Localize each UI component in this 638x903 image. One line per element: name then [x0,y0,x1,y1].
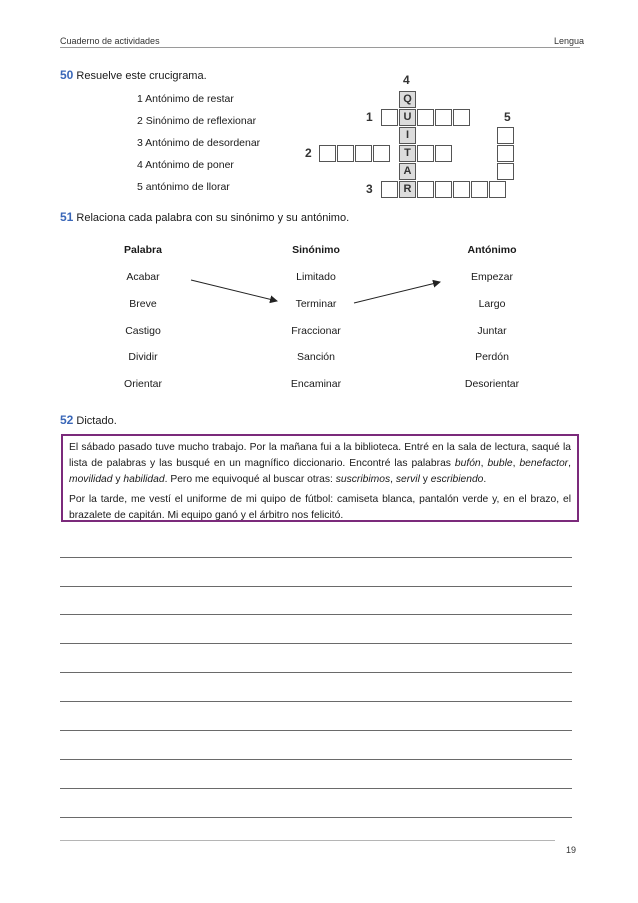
arrow-synonym-to-antonym [354,282,440,303]
crossword-cell[interactable]: Q [399,91,416,108]
writing-line[interactable] [60,614,572,615]
crossword-number-2: 2 [305,146,312,160]
crossword-number-4: 4 [403,73,410,87]
writing-line[interactable] [60,759,572,760]
writing-line[interactable] [60,672,572,673]
clue-3: 3 Antónimo de desordenar [137,137,261,149]
antonym-cell[interactable]: Largo [478,298,506,310]
crossword-number-1: 1 [366,110,373,124]
exercise-instruction: Dictado. [76,415,117,427]
exercise-number: 52 [60,413,74,427]
writing-line[interactable] [60,586,572,587]
writing-line[interactable] [60,643,572,644]
dictation-paragraph-2: Por la tarde, me vestí el uniforme de mi quipo de fútbol: camiseta blanca, pantalón verde y, en el brazo, el brazalete de capitán. Mi equipo ganó y el árbitro nos felicitó. [69,494,571,521]
word-cell[interactable]: Acabar [126,271,160,283]
crossword-cell[interactable]: U [399,109,416,126]
exercise-instruction: Resuelve este crucigrama. [76,70,207,82]
clue-4: 4 Antónimo de poner [137,159,234,171]
word-cell[interactable]: Dividir [128,351,158,363]
crossword-cell[interactable]: R [399,181,416,198]
header-right: Lengua [554,36,585,46]
crossword-cell[interactable]: T [399,145,416,162]
header-left: Cuaderno de actividades [60,36,160,46]
dictation-paragraph-1: El sábado pasado tuve mucho trabajo. Por la mañana fui a la biblioteca. Entré en la sala de lectura, saqué la lista de palabras y las busqué en un magnífico diccionario. Encontré las palabras bufón, buble, benefactor, movilidad y habilidad. Pero me equivoqué al buscar otras: suscribimos, servil y escribiendo. [69,442,571,485]
antonym-cell[interactable]: Empezar [470,271,513,283]
synonym-cell[interactable]: Terminar [295,298,337,310]
writing-line[interactable] [60,730,572,731]
synonym-cell[interactable]: Limitado [296,271,336,283]
word-cell[interactable]: Breve [129,298,157,310]
synonym-cell[interactable]: Sanción [297,351,335,363]
column-header-palabra: Palabra [124,244,162,256]
antonym-cell[interactable]: Perdón [475,351,509,363]
antonym-cell[interactable]: Desorientar [464,378,520,390]
column-header-sinonimo: Sinónimo [292,244,340,256]
crossword-number-3: 3 [366,182,373,196]
footer-divider [60,840,555,841]
crossword-number-5: 5 [504,110,511,124]
writing-line[interactable] [60,557,572,558]
writing-line[interactable] [60,788,572,789]
exercise-number: 51 [60,210,74,224]
exercise-instruction: Relaciona cada palabra con su sinónimo y su antónimo. [76,212,350,224]
clue-5: 5 antónimo de llorar [137,181,230,193]
writing-line[interactable] [60,701,572,702]
word-cell[interactable]: Castigo [125,325,161,337]
exercise-52-title [60,413,117,427]
antonym-cell[interactable]: Juntar [477,325,507,337]
arrow-word-to-synonym [191,280,277,301]
synonym-cell[interactable]: Fraccionar [291,325,341,337]
column-header-antonimo: Antónimo [467,244,517,256]
word-cell[interactable]: Orientar [124,378,162,390]
synonym-cell[interactable]: Encaminar [290,378,342,390]
clue-1: 1 Antónimo de restar [137,93,234,105]
crossword-cell[interactable]: A [399,163,416,180]
writing-line[interactable] [60,817,572,818]
clue-2: 2 Sinónimo de reflexionar [137,115,257,127]
page-number: 19 [566,845,577,855]
exercise-number: 50 [60,68,74,82]
dictation-box [61,434,579,522]
crossword-cell[interactable]: I [399,127,416,144]
